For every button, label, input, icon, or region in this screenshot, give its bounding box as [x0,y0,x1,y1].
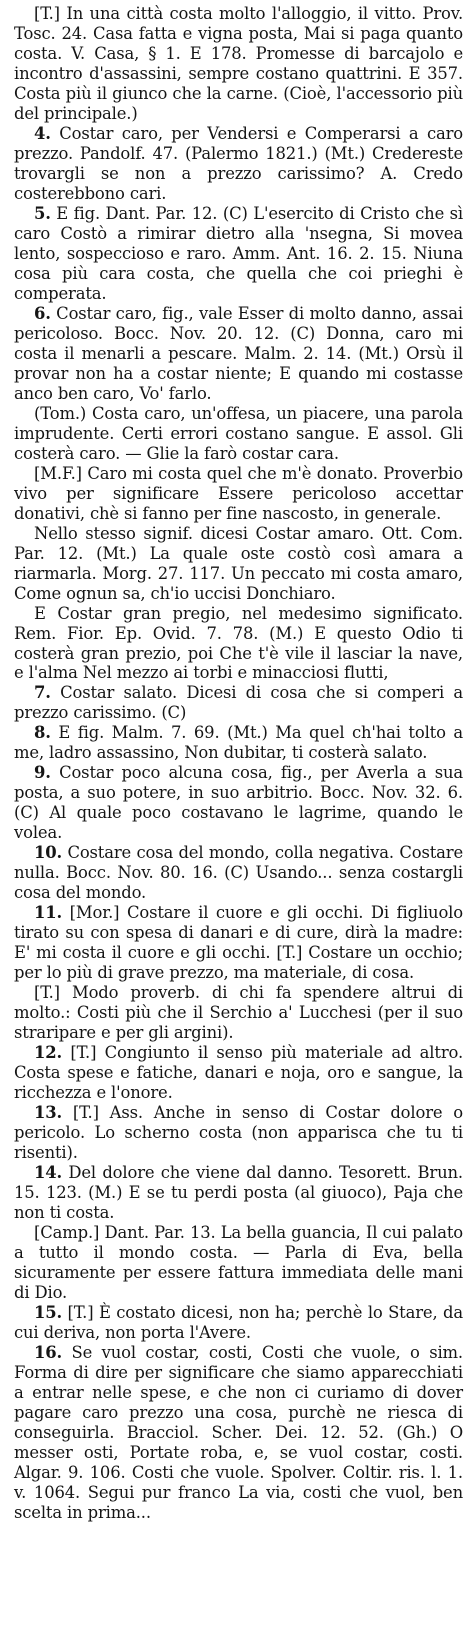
entry-paragraph: 15. [T.] È costato dicesi, non ha; perchè lo Stare, da cui deriva, non porta l'Avere. [14,1302,463,1342]
sense-number: 12. [34,1043,63,1063]
sense-number: 6. [34,303,51,323]
sense-number: 13. [34,1103,63,1123]
entry-paragraph: 11. [Mor.] Costare il cuore e gli occhi. Di figliuolo tirato su con spesa di danari e di cure, dirà la madre: E' mi costa il cuore e gli occhi. [T.] Costare un occhio; per lo più di grave prezzo, ma materiale, di cosa. [14,903,463,983]
entry-paragraph: [T.] Modo proverb. di chi fa spendere altrui di molto.: Costi più che il Serchio a' Lucchesi (per il suo straripare e per gli argini). [14,983,463,1043]
sense-number: 16. [34,1342,63,1362]
sense-number: 7. [34,683,51,703]
entry-paragraph: 8. E fig. Malm. 7. 69. (Mt.) Ma quel ch'hai tolto a me, ladro assassino, Non dubitar, ti costerà salato. [14,723,463,763]
sense-number: 14. [34,1163,63,1183]
entry-paragraph: 14. Del dolore che viene dal danno. Tesorett. Brun. 15. 123. (M.) E se tu perdi posta (al giuoco), Paja che non ti costa. [14,1163,463,1223]
sense-number: 8. [34,723,51,743]
entry-paragraph: 6. Costar caro, fig., vale Esser di molto danno, assai pericoloso. Bocc. Nov. 20. 12. (C) Donna, caro mi costa il menarli a pescare. Malm. 2. 14. (Mt.) Orsù il provar non ha a costar niente; E quando mi costasse anco ben caro, Vo' farlo. [14,303,463,403]
entry-paragraph: [T.] In una città costa molto l'alloggio, il vitto. Prov. Tosc. 24. Casa fatta e vigna posta, Mai si paga quanto costa. V. Casa, § 1. E 178. Promesse di barcajolo e incontro d'assassini, sempre costano quattrini. E 357. Costa più il giunco che la carne. (Cioè, l'accessorio più del principale.) [14,4,463,123]
entry-paragraph: 9. Costar poco alcuna cosa, fig., per Averla a sua posta, a suo potere, in suo arbitrio. Bocc. Nov. 32. 6. (C) Al quale poco costavano le lagrime, quando le volea. [14,763,463,843]
entry-paragraph: 16. Se vuol costar, costi, Costi che vuole, o sim. Forma di dire per significare che siamo apparecchiati a entrar nelle spese, e che non ci curiamo di dover pagare caro prezzo una cosa, purchè ne riesca di conseguirla. Bracciol. Scher. Dei. 12. 52. (Gh.) O messer osti, Portate roba, e, se vuol costar, costi. Algar. 9. 106. Costi che vuole. Spolver. Coltir. ris. l. 1. v. 1064. Segui pur franco La via, costi che vuol, ben scelta in prima... [14,1342,463,1522]
sense-number: 9. [34,763,51,783]
sense-number: 15. [34,1302,63,1322]
entry-paragraph: E Costar gran pregio, nel medesimo significato. Rem. Fior. Ep. Ovid. 7. 78. (M.) E questo Odio ti costerà gran prezio, poi Che t'è vile il lasciar la nave, e l'alma Nel mezzo ai torbi e minacciosi flutti, [14,603,463,683]
sense-number: 10. [34,843,63,863]
entry-paragraph: 10. Costare cosa del mondo, colla negativa. Costare nulla. Bocc. Nov. 80. 16. (C) Usando... senza costargli cosa del mondo. [14,843,463,903]
entry-paragraph: (Tom.) Costa caro, un'offesa, un piacere, una parola imprudente. Certi errori costano sangue. E assol. Gli costerà caro. — Glie la farò costar cara. [14,403,463,463]
sense-number: 11. [34,903,63,923]
entry-paragraph: Nello stesso signif. dicesi Costar amaro. Ott. Com. Par. 12. (Mt.) La quale oste costò così amara a riarmarla. Morg. 27. 117. Un peccato mi costa amaro, Come ognun sa, ch'io uccisi Donchiaro. [14,523,463,603]
sense-number: 4. [34,123,51,143]
entry-paragraph: 12. [T.] Congiunto il senso più materiale ad altro. Costa spese e fatiche, danari e noja, oro e sangue, la ricchezza e l'onore. [14,1043,463,1103]
entry-paragraph: 5. E fig. Dant. Par. 12. (C) L'esercito di Cristo che sì caro Costò a rimirar dietro alla 'nsegna, Si movea lento, sospeccioso e raro. Amm. Ant. 16. 2. 15. Niuna cosa più cara costa, che quella che coi prieghi è comperata. [14,203,463,303]
entry-paragraph: 13. [T.] Ass. Anche in senso di Costar dolore o pericolo. Lo scherno costa (non apparisca che tu ti risenti). [14,1103,463,1163]
entry-paragraph: 7. Costar salato. Dicesi di cosa che si comperi a prezzo carissimo. (C) [14,683,463,723]
entry-paragraph: [M.F.] Caro mi costa quel che m'è donato. Proverbio vivo per significare Essere pericoloso accettar donativi, chè si fanno per fine nascosto, in generale. [14,463,463,523]
entry-paragraph: 4. Costar caro, per Vendersi e Comperarsi a caro prezzo. Pandolf. 47. (Palermo 1821.) (Mt.) Credereste trovargli se non a prezzo carissimo? A. Credo costerebbono cari. [14,123,463,203]
sense-number: 5. [34,203,51,223]
entry-paragraph: [Camp.] Dant. Par. 13. La bella guancia, Il cui palato a tutto il mondo costa. — Parla di Eva, bella sicuramente per essere fattura immediata delle mani di Dio. [14,1223,463,1302]
